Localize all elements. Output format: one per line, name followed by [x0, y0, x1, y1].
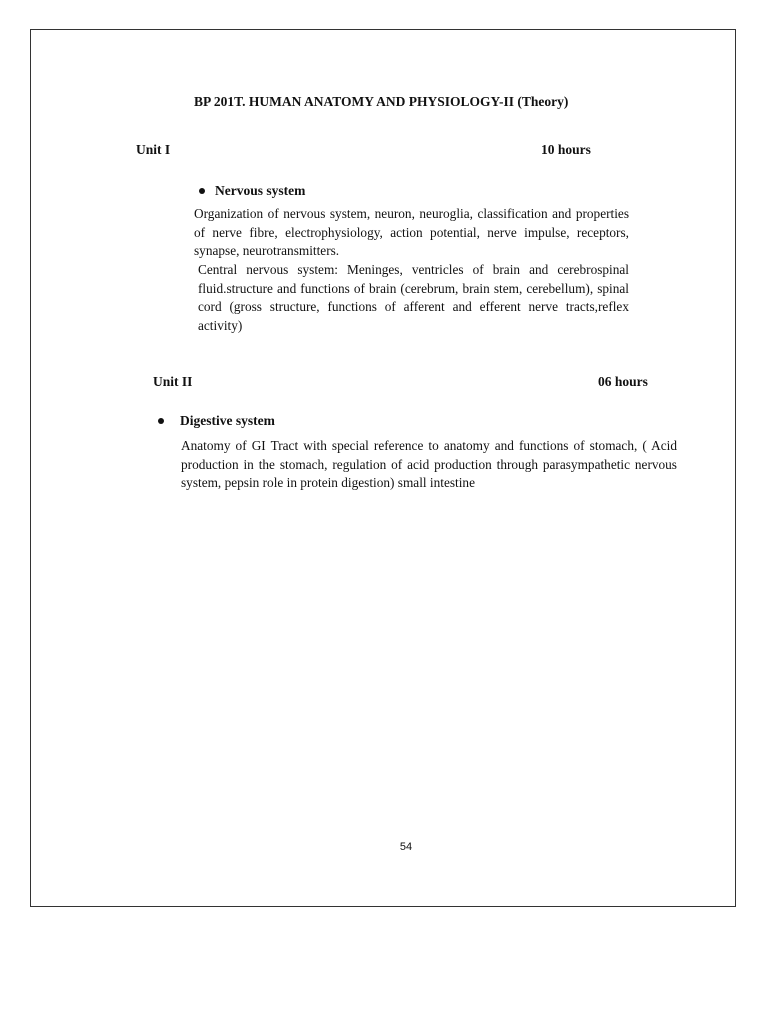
unit-1-topic-label: Nervous system — [215, 183, 306, 198]
unit-2-hours: 06 hours — [598, 374, 648, 389]
bullet-icon — [158, 418, 164, 424]
page-number: 54 — [399, 841, 413, 853]
unit-1-topic — [199, 183, 305, 199]
unit-1-hours: 10 hours — [541, 142, 591, 157]
document-title: BP 201T. HUMAN ANATOMY AND PHYSIOLOGY-II (Theory) — [194, 94, 569, 109]
unit-2-paragraph-1: Anatomy of GI Tract with special reference to anatomy and functions of stomach, ( Acid production in the stomach, regulation of acid production through parasympathetic nervous system, pepsin role in protein digestion) small intestine — [181, 438, 677, 490]
unit-1-paragraph-2: Central nervous system: Meninges, ventricles of brain and cerebrospinal fluid.structure and functions of brain (cerebrum, brain stem, cerebellum), spinal cord (gross structure, functions of afferent and efferent nerve tracts,reflex activity) — [198, 262, 629, 333]
unit-1-label: Unit I — [136, 142, 171, 157]
unit-2-label: Unit II — [153, 374, 193, 389]
bullet-icon — [199, 188, 205, 194]
unit-2-topic — [158, 413, 275, 429]
unit-2-topic-label: Digestive system — [180, 413, 275, 428]
unit-1-paragraph-1: Organization of nervous system, neuron, neuroglia, classification and properties of nerve fibre, electrophysiology, action potential, nerve impulse, receptors, synapse, neurotransmitters. — [194, 206, 629, 258]
